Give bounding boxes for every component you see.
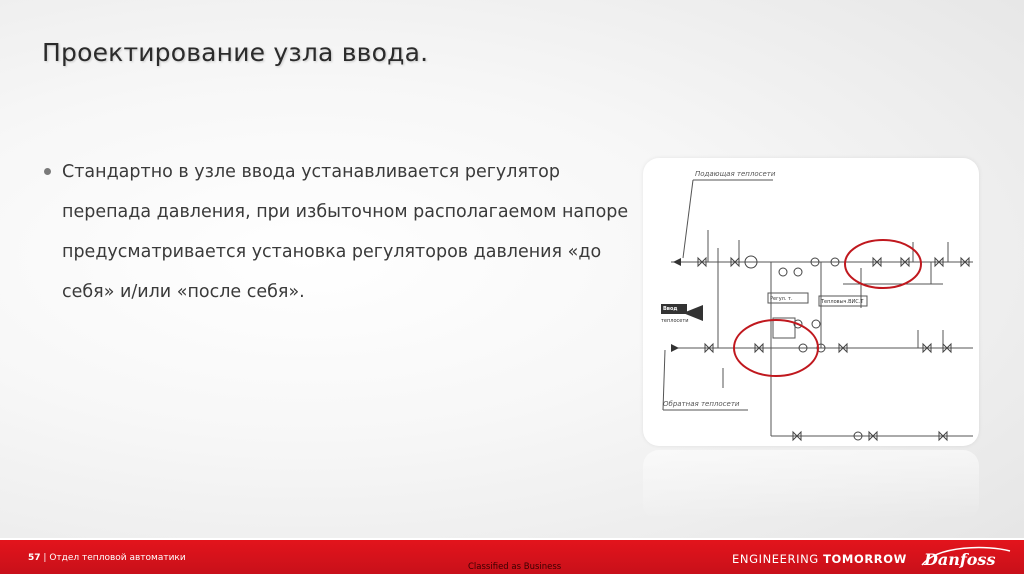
tagline-part1: ENGINEERING bbox=[732, 552, 819, 566]
page-separator: | bbox=[43, 553, 47, 563]
danfoss-logo-icon bbox=[918, 543, 1014, 571]
classification-label: Classified as Business bbox=[468, 562, 562, 572]
tagline-part2: TOMORROW bbox=[823, 552, 907, 566]
department-name: Отдел тепловой автоматики bbox=[49, 553, 186, 563]
slide-title: Проектирование узла ввода. bbox=[42, 38, 429, 67]
schematic-drawing bbox=[643, 158, 979, 446]
page-info bbox=[28, 553, 186, 563]
meter-box-label: Тепловыч.ВИС.Т bbox=[821, 299, 864, 305]
bullet-dot-icon bbox=[44, 168, 51, 175]
bullet-block bbox=[42, 152, 632, 312]
bullet-text: Стандартно в узле ввода устанавливается регулятор перепада давления, при избыточном располагаемом напоре предусматривается установка регуляторов давления «до себя» и/или «после себя». bbox=[62, 162, 629, 302]
highlight-circle-supply bbox=[845, 240, 921, 288]
page-number: 57 bbox=[28, 553, 41, 563]
regulator-box-label: Регул. т. bbox=[770, 296, 793, 302]
input-label-1: Ввод bbox=[663, 306, 678, 312]
footer-bar bbox=[0, 540, 1024, 574]
tagline bbox=[732, 552, 907, 566]
heating-input-diagram bbox=[643, 158, 979, 446]
return-line-label: Обратная теплосети bbox=[663, 400, 740, 408]
diagram-reflection bbox=[643, 450, 979, 520]
input-label-2: теплосети bbox=[661, 318, 689, 324]
supply-line-label: Подающая теплосети bbox=[695, 170, 776, 178]
svg-text:Danfoss: Danfoss bbox=[924, 550, 996, 569]
